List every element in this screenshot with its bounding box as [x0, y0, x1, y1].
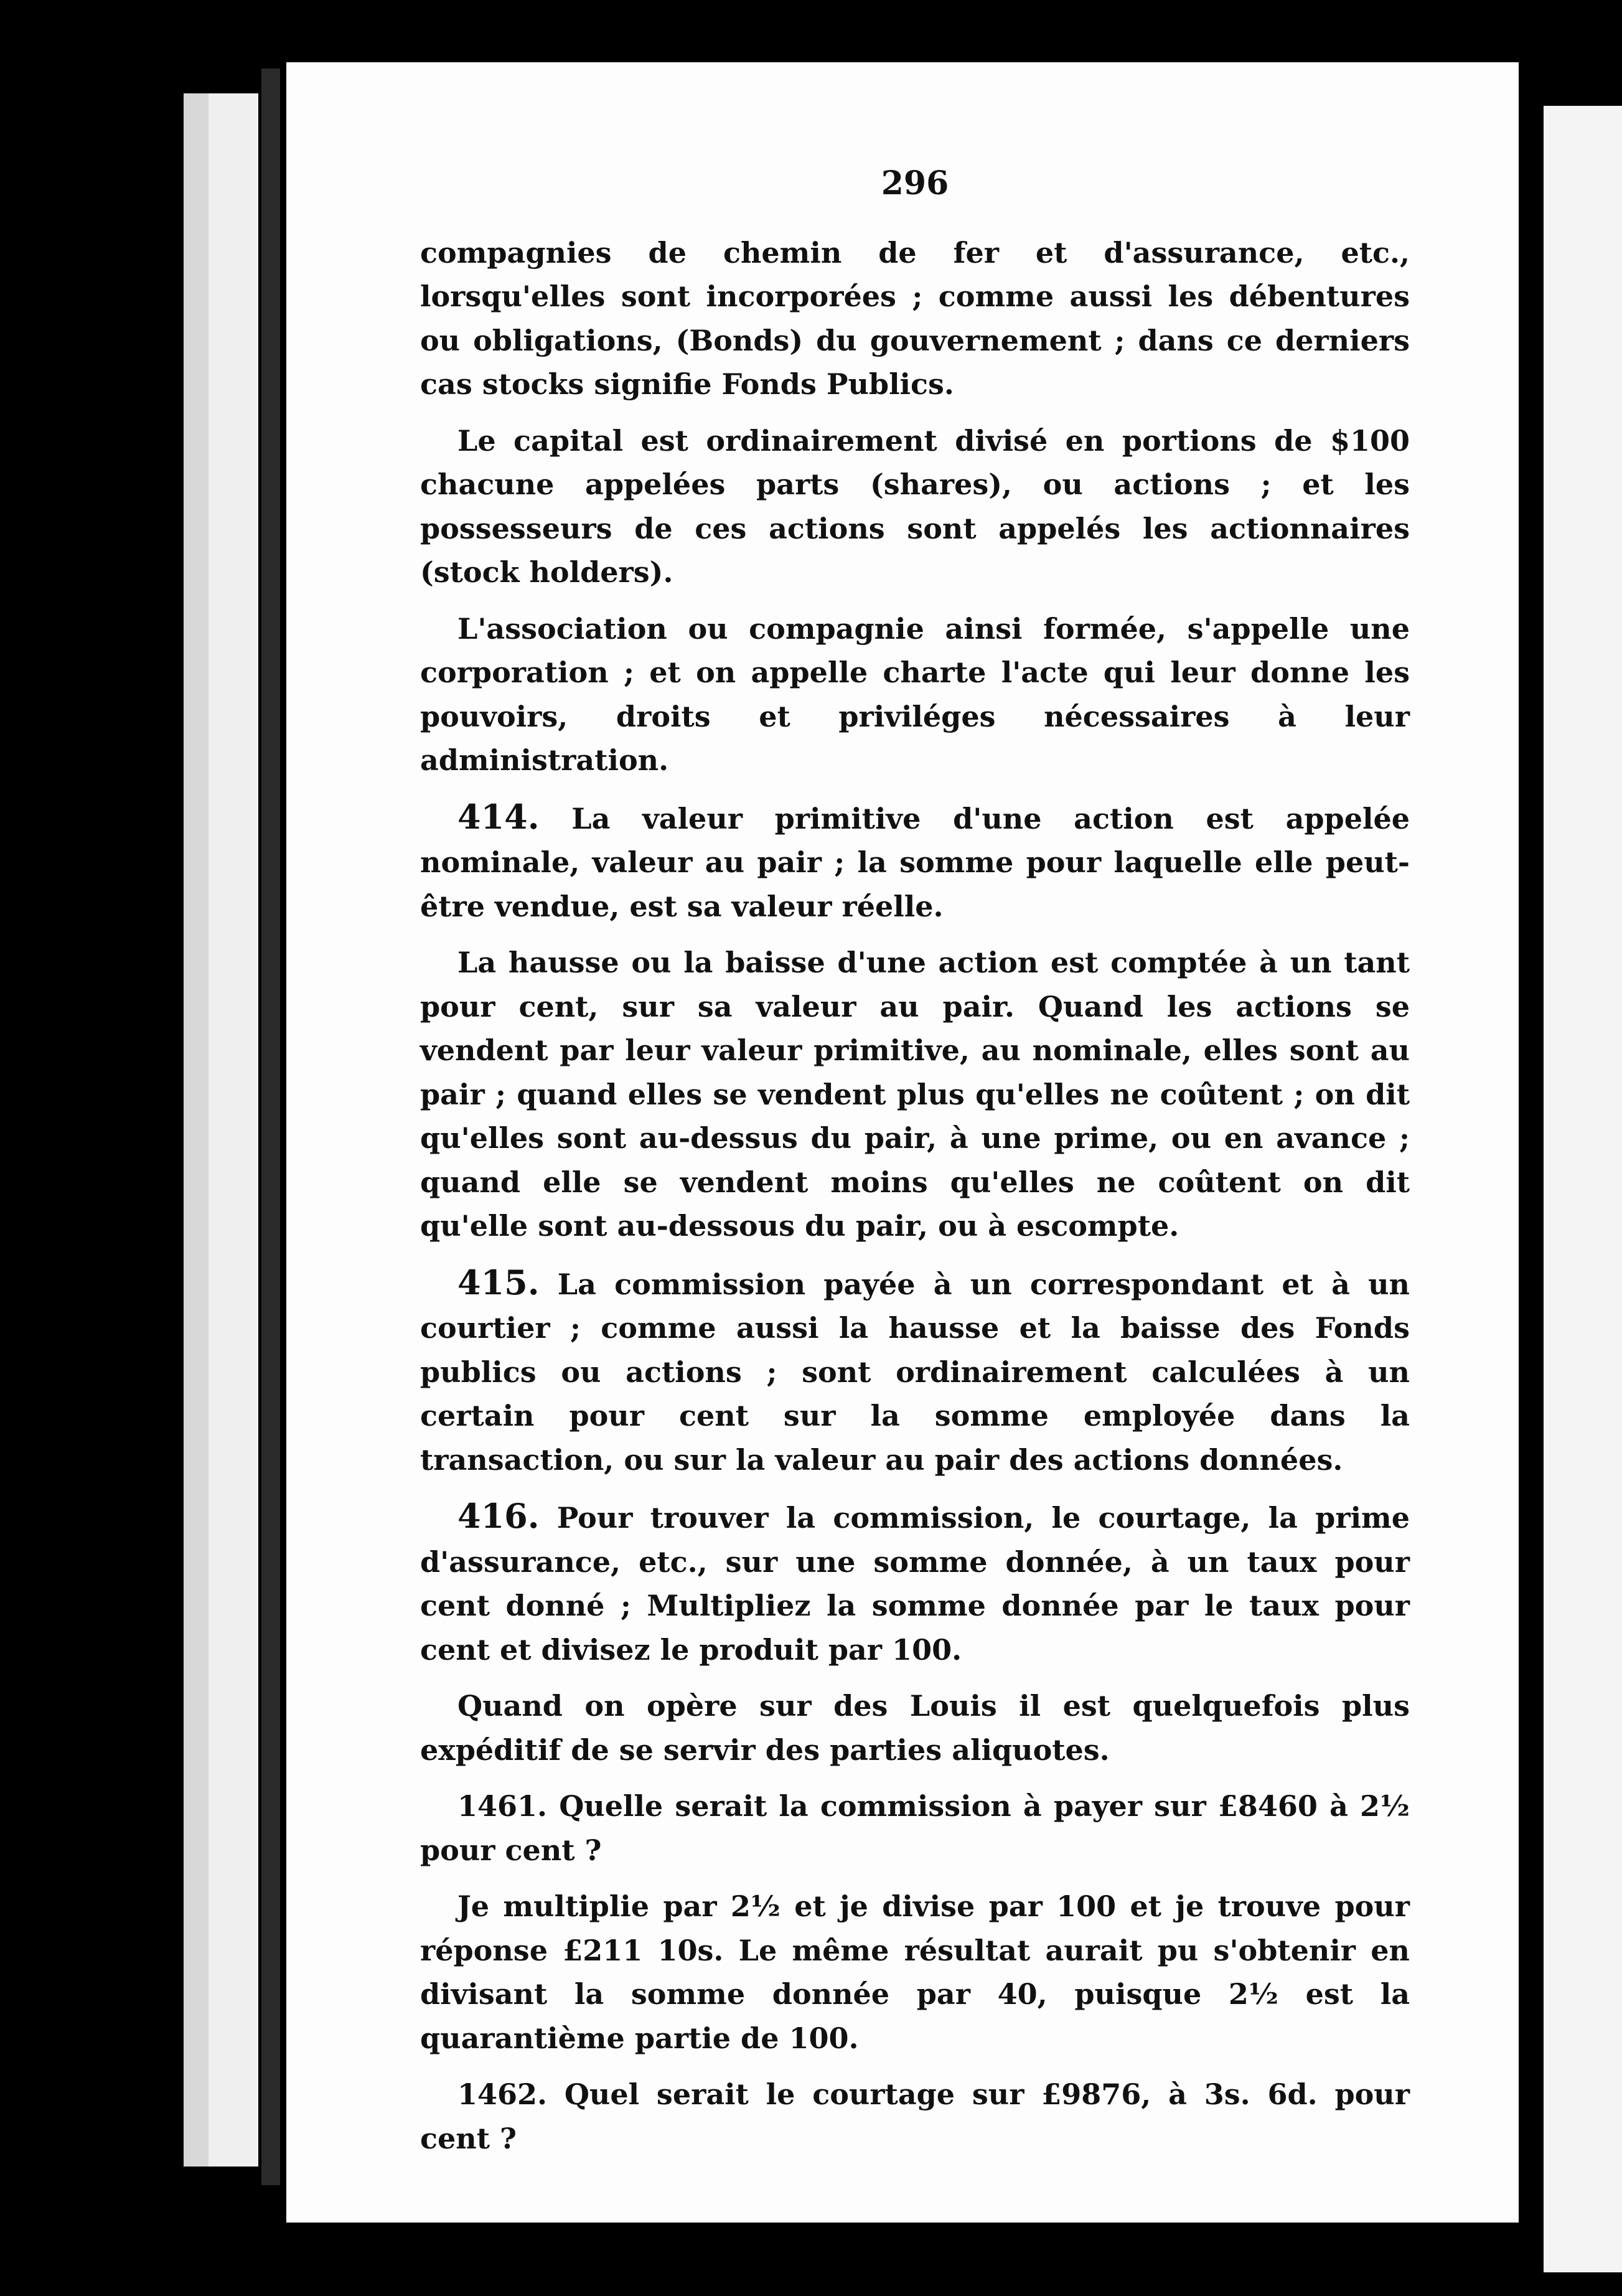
facing-page-edge: [1544, 106, 1622, 2272]
book-page: [286, 62, 1519, 2223]
exercise-number: 1462.: [457, 2077, 548, 2111]
page-number: 296: [881, 164, 949, 202]
section-number: 415.: [457, 1262, 540, 1302]
paragraph-415: [420, 1261, 1410, 1482]
paragraph-text: Pour trouver la commission, le courtage, la prime d'assurance, etc., sur une somme donnée, à un taux pour cent donné ; Multipliez la somme donnée par le taux pour cent et divisez le produit par 100.: [420, 1501, 1410, 1667]
exercise-text: Quelle serait la commission à payer sur £8460 à 2½ pour cent ?: [420, 1789, 1410, 1867]
paragraph: Je multiplie par 2½ et je divise par 100 et je trouve pour réponse £211 10s. Le même résultat aurait pu s'obtenir en divisant la somme donnée par 40, puisque 2½ est la quarantième partie de 100.: [420, 1889, 1410, 2055]
section-number: 414.: [457, 796, 540, 837]
exercise-number: 1461.: [457, 1789, 548, 1823]
exercise-1461: [420, 1784, 1410, 1872]
page-edges: [209, 93, 258, 2167]
exercise-text: Quel serait le courtage sur £9876, à 3s. 6d. pour cent ?: [420, 2077, 1410, 2155]
section-number: 416.: [457, 1496, 540, 1536]
paragraph-text: La commission payée à un correspondant et à un courtier ; comme aussi la hausse et la baisse des Fonds publics ou actions ; sont ordinairement calculées à un certain pour cent sur la somme employée dans la transaction, ou sur la valeur au pair des actions données.: [420, 1267, 1410, 1477]
paragraph: Quand on opère sur des Louis il est quelquefois plus expéditif de se servir des parties aliquotes.: [420, 1689, 1410, 1767]
paragraph: compagnies de chemin de fer et d'assurance, etc., lorsqu'elles sont incorporées ; comme aussi les débentures ou obligations, (Bonds) du gouvernement ; dans ce derniers cas stocks signifie Fonds Publics.: [420, 235, 1410, 401]
book-spine: [184, 93, 209, 2167]
paragraph-416: [420, 1494, 1410, 1672]
paragraph: Le capital est ordinairement divisé en portions de $100 chacune appelées parts (shares), ou actions ; et les possesseurs de ces actions sont appelés les actionnaires (stock holders).: [420, 423, 1410, 589]
exercise-1462: [420, 2073, 1410, 2160]
binding-shadow: [261, 68, 280, 2185]
paragraph-414: [420, 795, 1410, 929]
paragraph: La hausse ou la baisse d'une action est comptée à un tant pour cent, sur sa valeur au pair. Quand les actions se vendent par leur valeur primitive, au nominale, elles sont au pair ; quand elles se vendent plus qu'elles ne coûtent ; on dit qu'elles sont au-dessus du pair, à une prime, ou en avance ; quand elle se vendent moins qu'elles ne coûtent on dit qu'elle sont au-dessous du pair, ou à escompte.: [420, 946, 1410, 1243]
paragraph: L'association ou compagnie ainsi formée, s'appelle une corporation ; et on appelle charte l'acte qui leur donne les pouvoirs, droits et priviléges nécessaires à leur administration.: [420, 611, 1410, 777]
paragraph-text: La valeur primitive d'une action est appelée nominale, valeur au pair ; la somme pour laquelle elle peut-être vendue, est sa valeur réelle.: [420, 801, 1410, 923]
page-text: [420, 162, 1410, 2173]
